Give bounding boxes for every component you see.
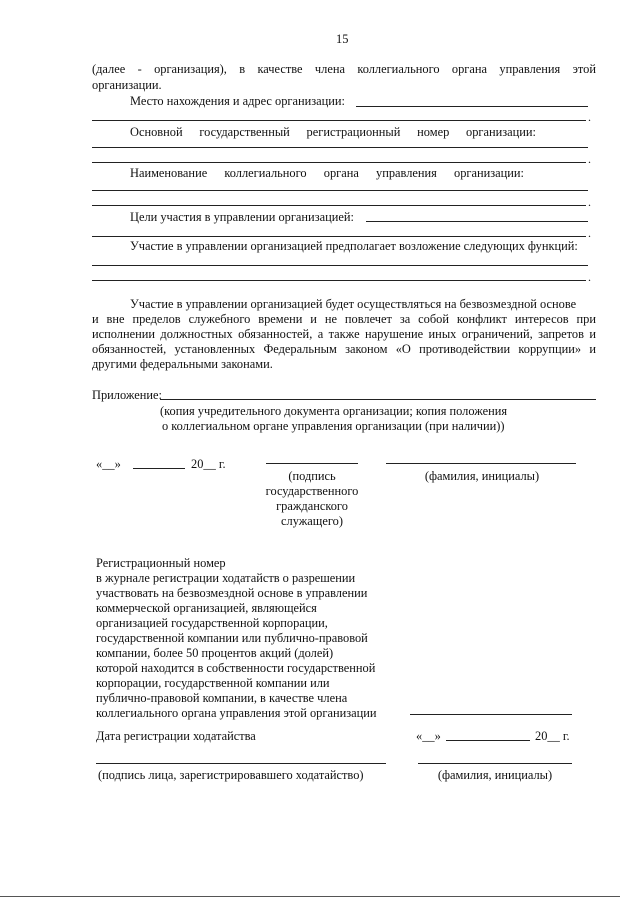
terms-line-4: обязанностей, установленных Федеральным законом «О противодействии коррупции» и (92, 342, 596, 356)
applicant-signature-line[interactable] (266, 463, 358, 464)
period-mark: . (588, 152, 591, 166)
applicant-name-line[interactable] (386, 463, 576, 464)
address-field-line-2[interactable] (92, 120, 586, 121)
period-mark: . (588, 226, 591, 240)
ogrn-field-line-2[interactable] (92, 162, 586, 163)
registration-text-line: публично-правовой компании, в качестве члена (96, 691, 348, 705)
ogrn-field-line-1[interactable] (92, 147, 588, 148)
period-mark: . (588, 270, 591, 284)
goals-field-line-1[interactable] (366, 221, 588, 222)
registration-date-day[interactable]: «__» (416, 729, 441, 743)
intro-line-2: организации. (92, 78, 162, 92)
body-name-label: Наименование коллегиального органа управления организации: (130, 166, 524, 180)
registration-text-line: корпорации, государственной компании или (96, 676, 330, 690)
registration-text-line: компании, более 50 процентов акций (долей) (96, 646, 334, 660)
body-name-field-line-1[interactable] (92, 190, 588, 191)
goals-label: Цели участия в управлении организацией: (130, 210, 354, 224)
registrar-signature-caption: (подпись лица, зарегистрировавшего ходатайство) (98, 768, 364, 782)
registration-text-line: организацией государственной корпорации, (96, 616, 328, 630)
functions-field-line-2[interactable] (92, 280, 586, 281)
body-name-field-line-2[interactable] (92, 205, 586, 206)
goals-field-line-2[interactable] (92, 236, 586, 237)
functions-field-line-1[interactable] (92, 265, 588, 266)
applicant-date-year[interactable]: 20__ г. (191, 457, 226, 471)
attachment-note-2: о коллегиальном органе управления организации (при наличии)) (162, 419, 505, 433)
intro-line-1: (далее - организация), в качестве члена коллегиального органа управления этой (92, 62, 596, 76)
registration-date-month-line[interactable] (446, 740, 530, 741)
registration-number-line[interactable] (410, 714, 572, 715)
applicant-signature-caption-1: (подпись (288, 469, 336, 483)
applicant-signature-caption-4: служащего) (281, 514, 343, 528)
registration-date-label: Дата регистрации ходатайства (96, 729, 256, 743)
registrar-signature-line[interactable] (96, 763, 386, 764)
functions-label: Участие в управлении организацией предполагает возложение следующих функций: (130, 239, 578, 253)
applicant-name-caption: (фамилия, инициалы) (424, 469, 540, 483)
footer-rule (0, 896, 620, 897)
period-mark: . (588, 110, 591, 124)
registration-text-line: участвовать на безвозмездной основе в управлении (96, 586, 368, 600)
attachment-label: Приложение: (92, 388, 162, 402)
attachment-field-line[interactable] (160, 399, 596, 400)
terms-line-3: исполнении должностных обязанностей, а также нарушение иных ограничений, запретов и (92, 327, 596, 341)
applicant-date-month-line[interactable] (133, 468, 185, 469)
registration-text-line: Регистрационный номер (96, 556, 226, 570)
registration-text-line: коллегиального органа управления этой организации (96, 706, 377, 720)
page-number: 15 (336, 32, 349, 46)
address-label: Место нахождения и адрес организации: (130, 94, 345, 108)
registration-date-year[interactable]: 20__ г. (535, 729, 570, 743)
registration-text-line: государственной компании или публично-правовой (96, 631, 368, 645)
period-mark: . (588, 195, 591, 209)
registrar-name-line[interactable] (418, 763, 572, 764)
address-field-line-1[interactable] (356, 106, 588, 107)
registration-text-line: в журнале регистрации ходатайств о разрешении (96, 571, 356, 585)
terms-line-2: и вне пределов служебного времени и не повлечет за собой конфликт интересов при (92, 312, 596, 326)
ogrn-label: Основной государственный регистрационный номер организации: (130, 125, 536, 139)
registration-text-line: коммерческой организацией, являющейся (96, 601, 317, 615)
terms-line-1: Участие в управлении организацией будет осуществляться на безвозмездной основе (130, 297, 577, 311)
registration-text-line: которой находится в собственности государственной (96, 661, 376, 675)
applicant-signature-caption-2: государственного (265, 484, 359, 498)
registrar-name-caption: (фамилия, инициалы) (437, 768, 553, 782)
applicant-date-day[interactable]: «__» (96, 457, 121, 471)
terms-line-5: другими федеральными законами. (92, 357, 273, 371)
attachment-note-1: (копия учредительного документа организации; копия положения (160, 404, 508, 418)
applicant-signature-caption-3: гражданского (276, 499, 348, 513)
